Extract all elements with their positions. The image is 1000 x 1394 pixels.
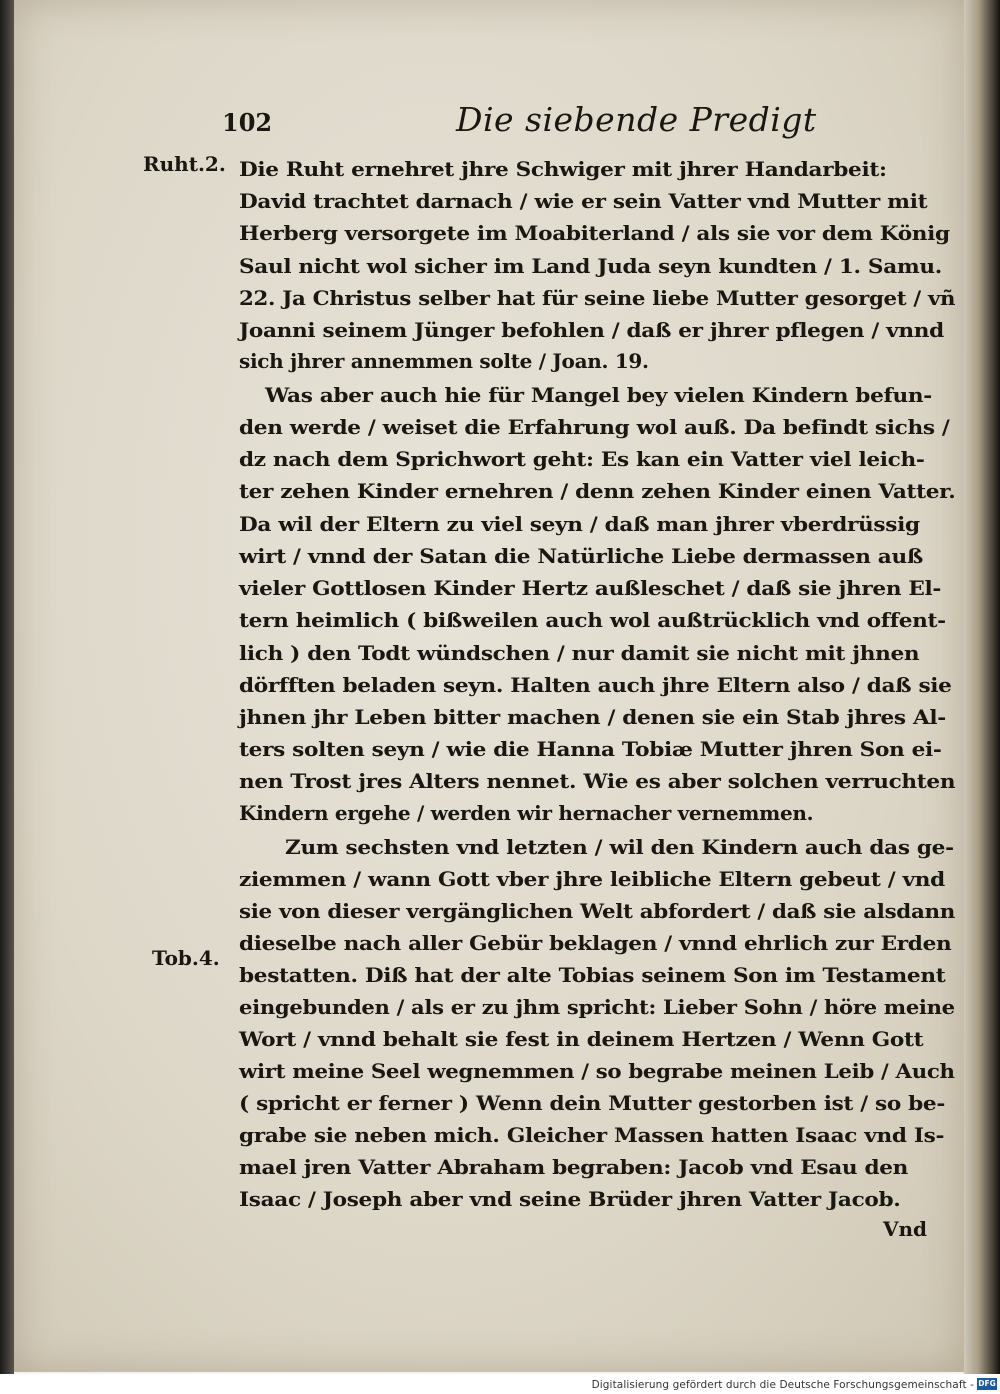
text-line: mael jren Vatter Abraham begraben: Jacob vnd Esau den: [239, 1155, 909, 1179]
text-line: wirt meine Seel wegnemmen / so begrabe meinen Leib / Auch: [239, 1059, 955, 1083]
text-line: Was aber auch hie für Mangel bey vielen Kindern befun-: [265, 383, 932, 407]
running-head: Die siebende Predigt: [456, 100, 817, 139]
text-line: den werde / weiset die Erfahrung wol auß. Da befindt sichs /: [239, 415, 950, 439]
text-line: sich jhrer annemmen solte / Joan. 19.: [239, 349, 649, 373]
text-line: bestatten. Diß hat der alte Tobias seinem Son im Testament: [239, 963, 946, 987]
text-line: vieler Gottlosen Kinder Hertz außleschet / daß sie jhren El-: [239, 576, 942, 600]
text-line: ter zehen Kinder ernehren / denn zehen Kinder einen Vatter.: [239, 479, 956, 503]
funding-credit: Digitalisierung gefördert durch die Deutsche Forschungsgemeinschaft -: [591, 1379, 974, 1391]
text-line: Zum sechsten vnd letzten / wil den Kindern auch das ge-: [285, 835, 954, 859]
text-line: Saul nicht wol sicher im Land Juda seyn kundten / 1. Samu.: [239, 254, 942, 278]
text-line: Die Ruht ernehret jhre Schwiger mit jhrer Handarbeit:: [239, 157, 887, 181]
footer-bar: [0, 1374, 1000, 1394]
text-line: lich ) den Todt wündschen / nur damit sie nicht mit jhnen: [239, 641, 920, 665]
text-line: dieselbe nach aller Gebür beklagen / vnnd ehrlich zur Erden: [239, 931, 952, 955]
margin-note: Ruht.2.: [143, 152, 226, 176]
text-line: grabe sie neben mich. Gleicher Massen hatten Isaac vnd Is-: [239, 1123, 945, 1147]
book-spine-edge: [0, 0, 14, 1374]
text-line: 22. Ja Christus selber hat für seine liebe Mutter gesorget / vñ: [239, 286, 956, 310]
text-line: ziemmen / wann Gott vber jhre leibliche Eltern gebeut / vnd: [239, 867, 945, 891]
text-line: jhnen jhr Leben bitter machen / denen sie ein Stab jhres Al-: [239, 705, 946, 729]
text-line: sie von dieser vergänglichen Welt abfordert / daß sie alsdann: [239, 899, 955, 923]
text-line: Joanni seinem Jünger befohlen / daß er jhrer pflegen / vnnd: [239, 318, 944, 342]
text-line: ( spricht er ferner ) Wenn dein Mutter gestorben ist / so be-: [239, 1091, 945, 1115]
dfg-logo: DFG: [978, 1379, 996, 1388]
page-number: 102: [222, 108, 273, 137]
text-line: eingebunden / als er zu jhm spricht: Lieber Sohn / höre meine: [239, 995, 955, 1019]
text-line: Kindern ergehe / werden wir hernacher vernemmen.: [239, 801, 814, 825]
page-stack-edge: [964, 0, 1000, 1374]
text-line: Herberg versorgete im Moabiterland / als sie vor dem König: [239, 221, 950, 245]
catchword: Vnd: [883, 1217, 928, 1241]
text-line: Wort / vnnd behalt sie fest in deinem Hertzen / Wenn Gott: [239, 1027, 924, 1051]
text-line: David trachtet darnach / wie er sein Vatter vnd Mutter mit: [239, 189, 928, 213]
text-line: wirt / vnnd der Satan die Natürliche Liebe dermassen auß: [239, 544, 923, 568]
text-line: nen Trost jres Alters nennet. Wie es aber solchen verruchten: [239, 769, 956, 793]
text-line: ters solten seyn / wie die Hanna Tobiæ Mutter jhren Son ei-: [239, 737, 942, 761]
margin-note: Tob.4.: [152, 946, 220, 970]
text-line: Isaac / Joseph aber vnd seine Brüder jhren Vatter Jacob.: [239, 1187, 901, 1211]
text-line: dz nach dem Sprichwort geht: Es kan ein Vatter viel leich-: [239, 447, 925, 471]
text-line: Da wil der Eltern zu viel seyn / daß man jhrer vberdrüssig: [239, 512, 920, 536]
text-line: dörfften beladen seyn. Halten auch jhre Eltern also / daß sie: [239, 673, 952, 697]
text-line: tern heimlich ( bißweilen auch wol außtrücklich vnd offent-: [239, 608, 946, 632]
